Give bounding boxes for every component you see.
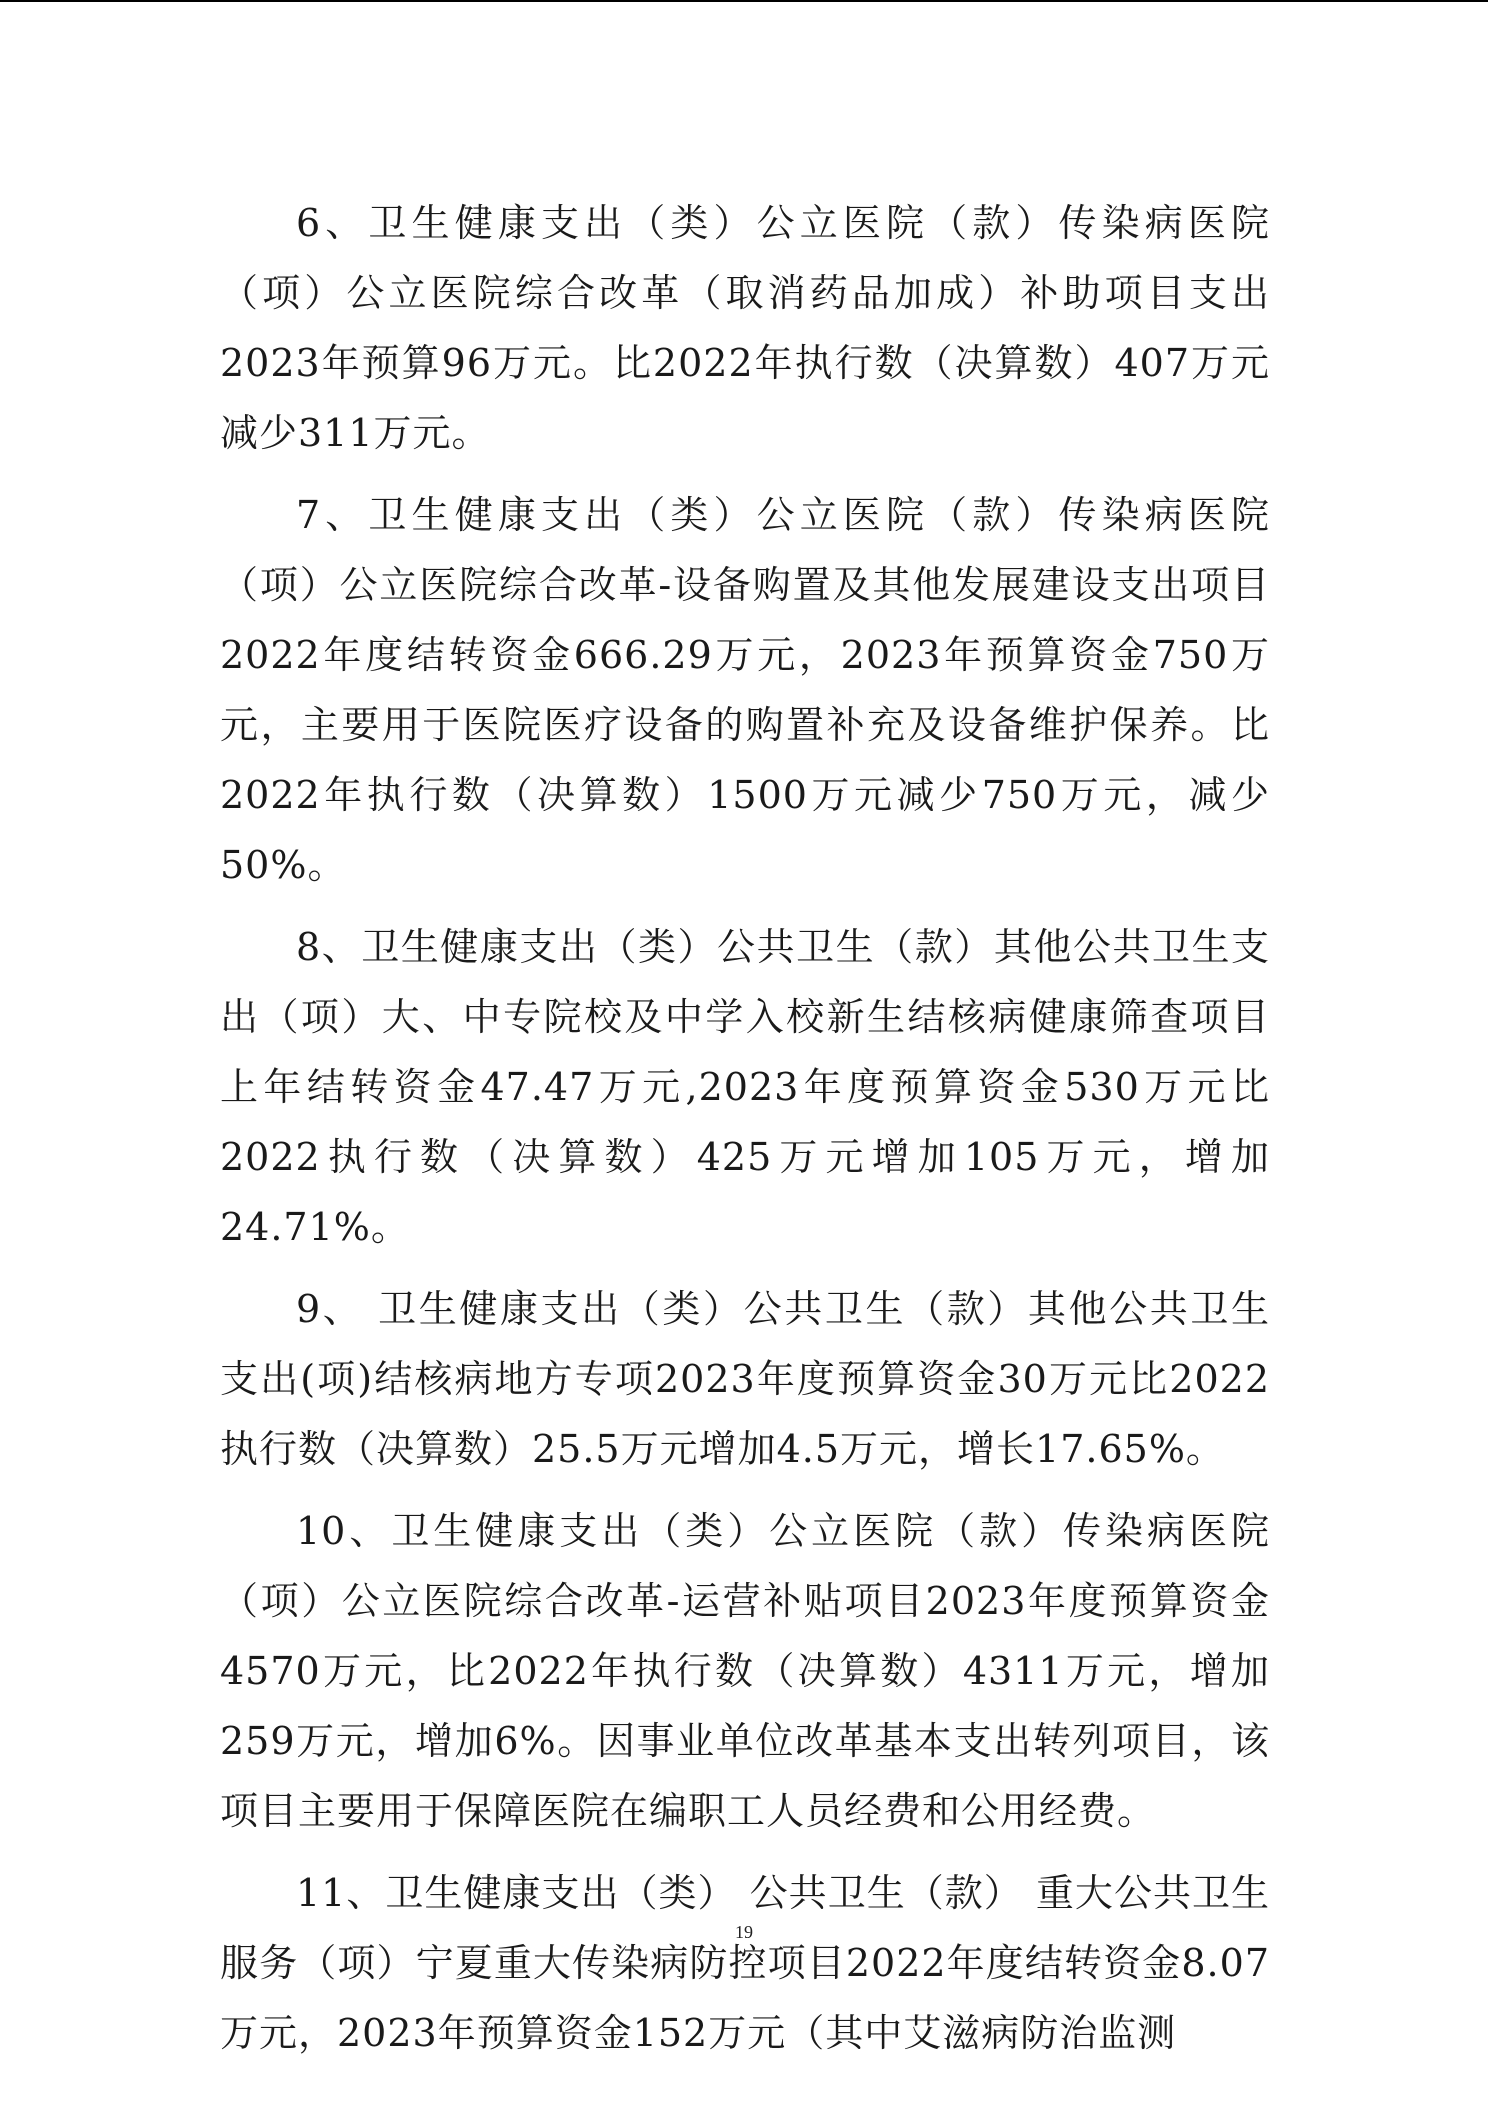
paragraph-item-9: 9、 卫生健康支出（类）公共卫生（款）其他公共卫生支出(项)结核病地方专项2023年度预算资金30万元比2022执行数（决算数）25.5万元增加4.5万元，增长17.65%。 [220, 1287, 1270, 1471]
paragraph-item-7: 7、卫生健康支出（类）公立医院（款）传染病医院（项）公立医院综合改革-设备购置及其他发展建设支出项目2022年度结转资金666.29万元，2023年预算资金750万元，主要用于医院医疗设备的购置补充及设备维护保养。比2022年执行数（决算数）1500万元减少750万元，减少50%。 [220, 493, 1270, 887]
document-body [220, 188, 1270, 2068]
paragraph-item-6: 6、卫生健康支出（类）公立医院（款）传染病医院（项）公立医院综合改革（取消药品加成）补助项目支出2023年预算96万元。比2022年执行数（决算数）407万元减少311万元。 [220, 201, 1270, 455]
paragraph-item-10: 10、卫生健康支出（类）公立医院（款）传染病医院（项）公立医院综合改革-运营补贴项目2023年度预算资金4570万元，比2022年执行数（决算数）4311万元，增加259万元，增加6%。因事业单位改革基本支出转列项目，该项目主要用于保障医院在编职工人员经费和公用经费。 [220, 1509, 1270, 1833]
paragraph-item-8: 8、卫生健康支出（类）公共卫生（款）其他公共卫生支出（项）大、中专院校及中学入校新生结核病健康筛查项目上年结转资金47.47万元,2023年度预算资金530万元比2022执行数（决算数）425万元增加105万元，增加24.71%。 [220, 925, 1270, 1249]
top-border-line [0, 0, 1488, 2]
paragraph-item-11: 11、卫生健康支出（类） 公共卫生（款） 重大公共卫生服务（项）宁夏重大传染病防控项目2022年度结转资金8.07万元，2023年预算资金152万元（其中艾滋病防治监测 [220, 1871, 1270, 2055]
page-number: 19 [735, 1922, 753, 1942]
